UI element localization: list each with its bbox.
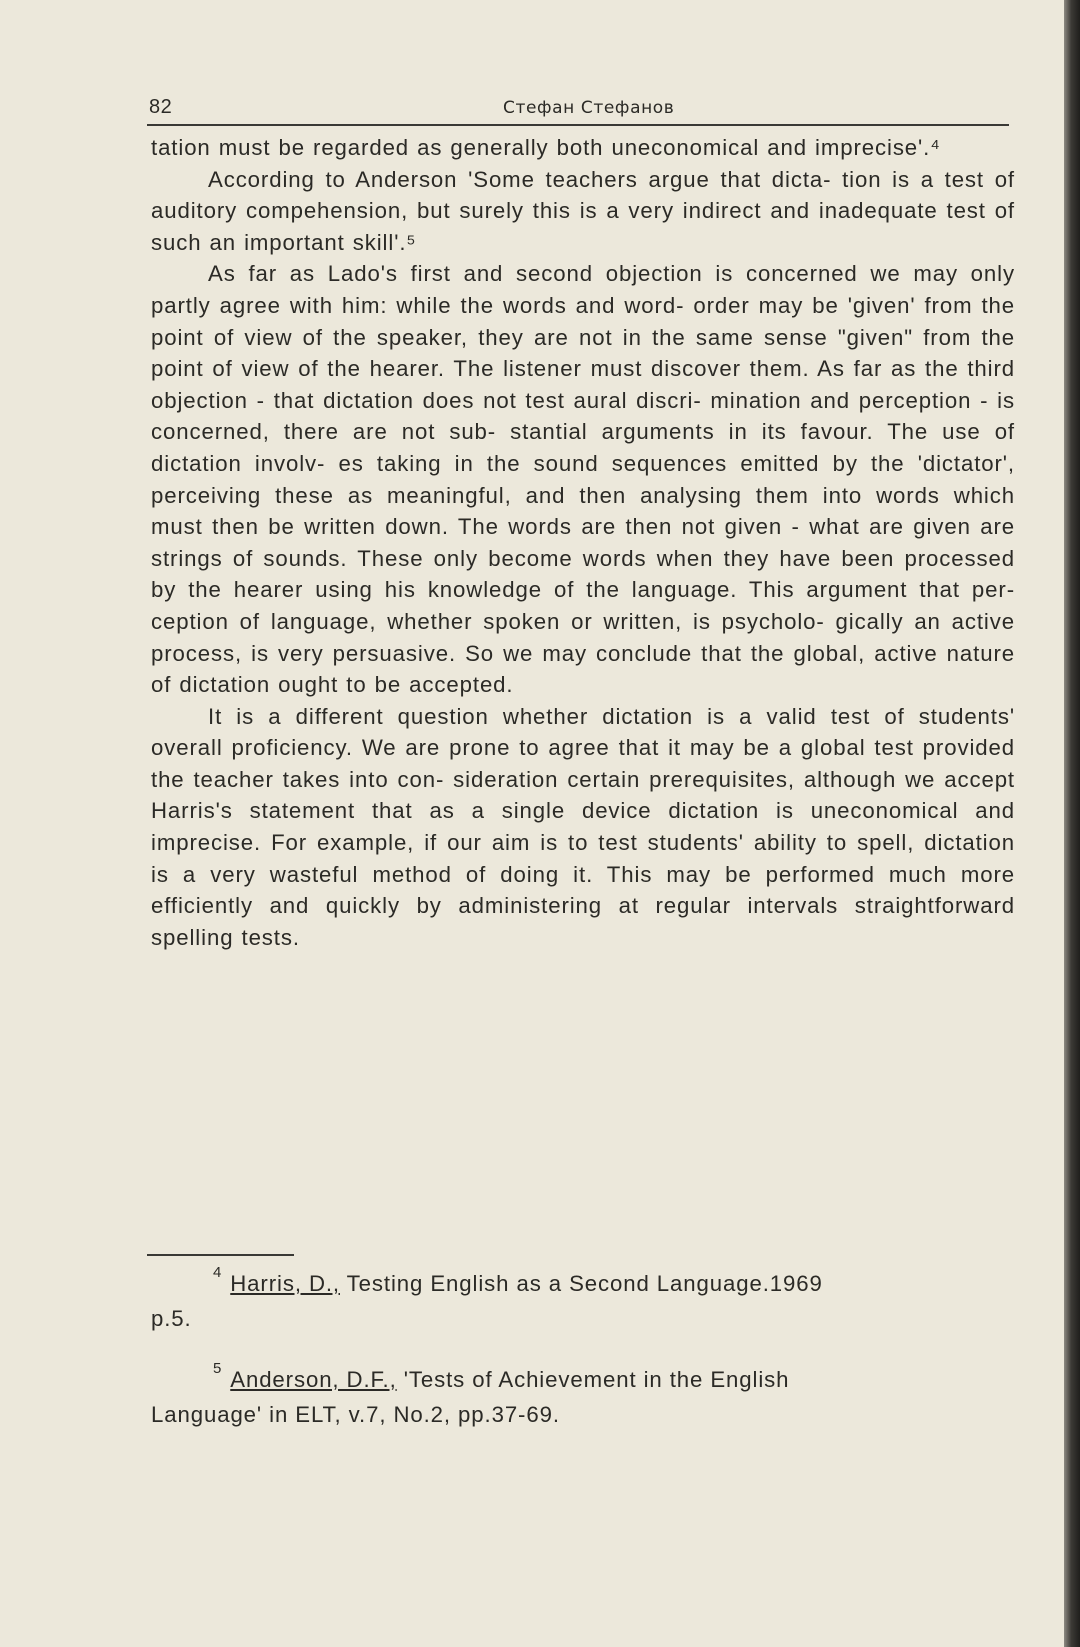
footnote-number: 5 [213, 1360, 223, 1377]
footnote-text: 'Tests of Achievement in the English [403, 1367, 790, 1392]
footnote-continuation: p.5. [151, 1305, 192, 1331]
footnote-number: 4 [213, 1264, 223, 1281]
page-edge-shadow [1064, 0, 1080, 1647]
body-text [151, 132, 1015, 953]
page-number: 82 [149, 96, 173, 118]
footnote-continuation: Language' in ELT, v.7, No.2, pp.37-69. [151, 1401, 560, 1427]
running-head: Стефан Стефанов [503, 98, 675, 118]
footnote-author: Anderson, D.F., [230, 1367, 397, 1392]
paragraph-continuation: tation must be regarded as generally both uneconomical and imprecise'.⁴ [151, 135, 941, 160]
footnote-5 [151, 1360, 1015, 1430]
paragraph-anderson-quote: According to Anderson 'Some teachers argue that dicta- tion is a test of auditory compehension, but surely this is a very indirect and inadequate test of such an important skill'.⁵ [151, 166, 1015, 255]
header-rule [147, 124, 1009, 126]
footnote-4 [151, 1264, 1015, 1334]
footnote-rule [147, 1254, 294, 1256]
footnote-text: Testing English as a Second Language.1969 [346, 1271, 823, 1296]
paragraph-lado-objection: As far as Lado's first and second objection is concerned we may only partly agree with him: while the words and word- order may be 'given' from the point of view of the speaker, they are not in the same sense "given" from the point of view of the hearer. The listener must discover them. As far as the third objection - that dictation does not test aural discri- mination and perception - is concerned, there are not sub- stantial arguments in its favour. The use of dictation involv- es taking in the sound sequences emitted by the 'dictator', perceiving these as meaningful, and then analysing them into words which must then be written down. The words are then not given - what are given are strings of sounds. These only become words when they have been processed by the hearer using his knowledge of the language. This argument that per- ception of language, whether spoken or written, is psycholo- gically an active process, is very persuasive. So we may conclude that the global, active nature of dictation ought to be accepted. [151, 261, 1015, 698]
paragraph-proficiency: It is a different question whether dictation is a valid test of students' overall proficiency. We are prone to agree that it may be a global test provided the teacher takes into con- sideration certain prerequisites, although we accept Harris's statement that as a single device dictation is uneconomical and imprecise. For example, if our aim is to test students' ability to spell, dictation is a very wasteful method of doing it. This may be performed much more efficiently and quickly by administering at regular intervals straightforward spelling tests. [151, 703, 1015, 950]
footnote-author: Harris, D., [230, 1271, 340, 1296]
page-header [149, 96, 1005, 122]
